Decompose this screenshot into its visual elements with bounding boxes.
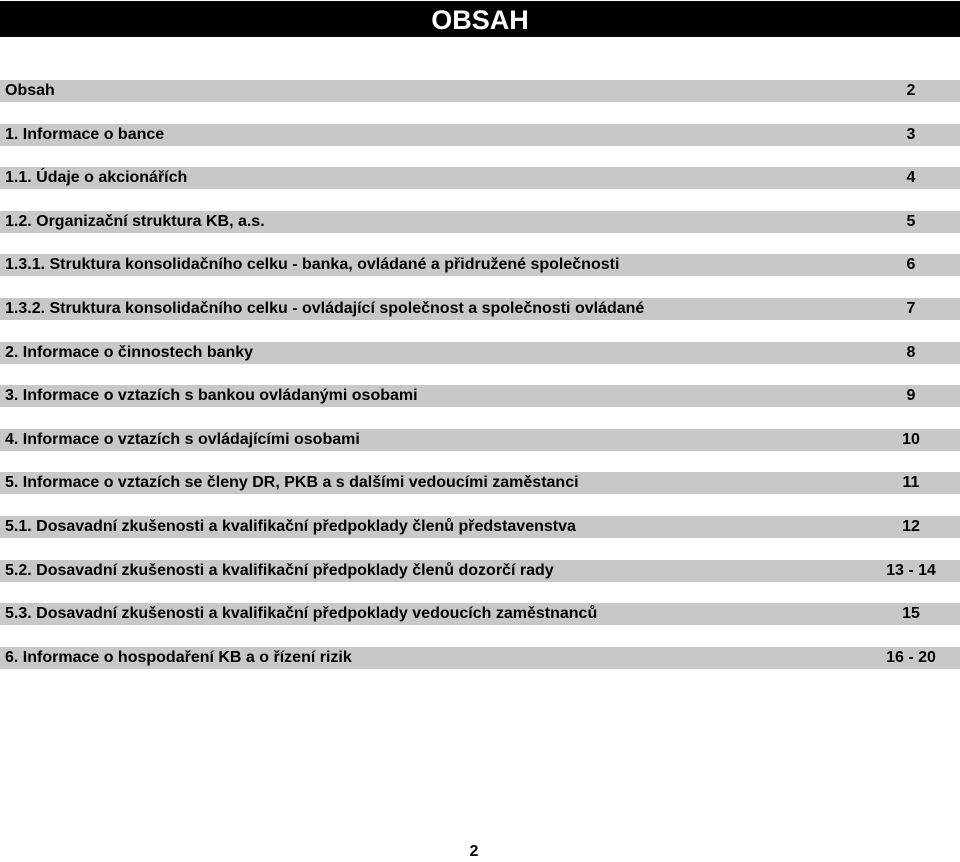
- toc-entry-page: 4: [906, 169, 916, 187]
- toc-entry-page: 2: [906, 82, 916, 99]
- toc-row[interactable]: [0, 603, 960, 625]
- toc-entry-page: 9: [906, 387, 916, 405]
- toc-entry-page: 13 - 14: [886, 561, 936, 579]
- table-of-contents: [0, 80, 960, 690]
- toc-entry-page: 10: [902, 430, 920, 448]
- toc-entry-title: 2. Informace o činnostech banky: [5, 343, 254, 361]
- toc-entry-page: 16 - 20: [886, 648, 936, 666]
- toc-entry-title: 1. Informace o bance: [5, 125, 165, 143]
- toc-entry-title: 5.2. Dosavadní zkušenosti a kvalifikační předpoklady členů dozorčí rady: [5, 561, 554, 579]
- toc-entry-title: 5.3. Dosavadní zkušenosti a kvalifikační předpoklady vedoucích zaměstnanců: [5, 605, 598, 623]
- toc-entry-title: 5. Informace o vztazích se členy DR, PKB a s dalšími vedoucími zaměstanci: [5, 474, 579, 492]
- toc-entry-title: 1.3.1. Struktura konsolidačního celku - banka, ovládané a přidružené společnosti: [5, 256, 620, 274]
- toc-entry-page: 6: [906, 256, 916, 274]
- page-title: OBSAH: [0, 1, 960, 37]
- toc-row[interactable]: [0, 124, 960, 146]
- toc-entry-title: Obsah: [5, 82, 55, 99]
- toc-row[interactable]: [0, 472, 960, 494]
- toc-row[interactable]: [0, 254, 960, 276]
- toc-entry-title: 1.3.2. Struktura konsolidačního celku - ovládající společnost a společnosti ovládané: [5, 299, 645, 317]
- toc-row[interactable]: [0, 429, 960, 451]
- toc-row[interactable]: [0, 385, 960, 407]
- toc-row[interactable]: [0, 342, 960, 364]
- toc-entry-page: 11: [902, 474, 920, 492]
- toc-entry-page: 3: [906, 125, 916, 143]
- toc-row[interactable]: [0, 211, 960, 233]
- toc-entry-page: 8: [906, 343, 916, 361]
- toc-row[interactable]: [0, 516, 960, 538]
- toc-entry-page: 15: [902, 605, 920, 623]
- toc-row[interactable]: [0, 647, 960, 669]
- toc-entry-title: 6. Informace o hospodaření KB a o řízení rizik: [5, 648, 352, 666]
- toc-row[interactable]: [0, 80, 960, 102]
- toc-entry-page: 7: [906, 299, 916, 317]
- toc-entry-page: 12: [902, 517, 920, 535]
- toc-entry-page: 5: [906, 212, 916, 230]
- toc-row[interactable]: [0, 167, 960, 189]
- toc-entry-title: 5.1. Dosavadní zkušenosti a kvalifikační předpoklady členů představenstva: [5, 517, 576, 535]
- toc-row[interactable]: [0, 560, 960, 582]
- toc-row[interactable]: [0, 298, 960, 320]
- toc-entry-title: 3. Informace o vztazích s bankou ovládanými osobami: [5, 387, 418, 405]
- toc-entry-title: 1.2. Organizační struktura KB, a.s.: [5, 212, 265, 230]
- toc-entry-title: 1.1. Údaje o akcionářích: [5, 169, 188, 187]
- page-number: 2: [469, 843, 479, 860]
- toc-entry-title: 4. Informace o vztazích s ovládajícími osobami: [5, 430, 360, 448]
